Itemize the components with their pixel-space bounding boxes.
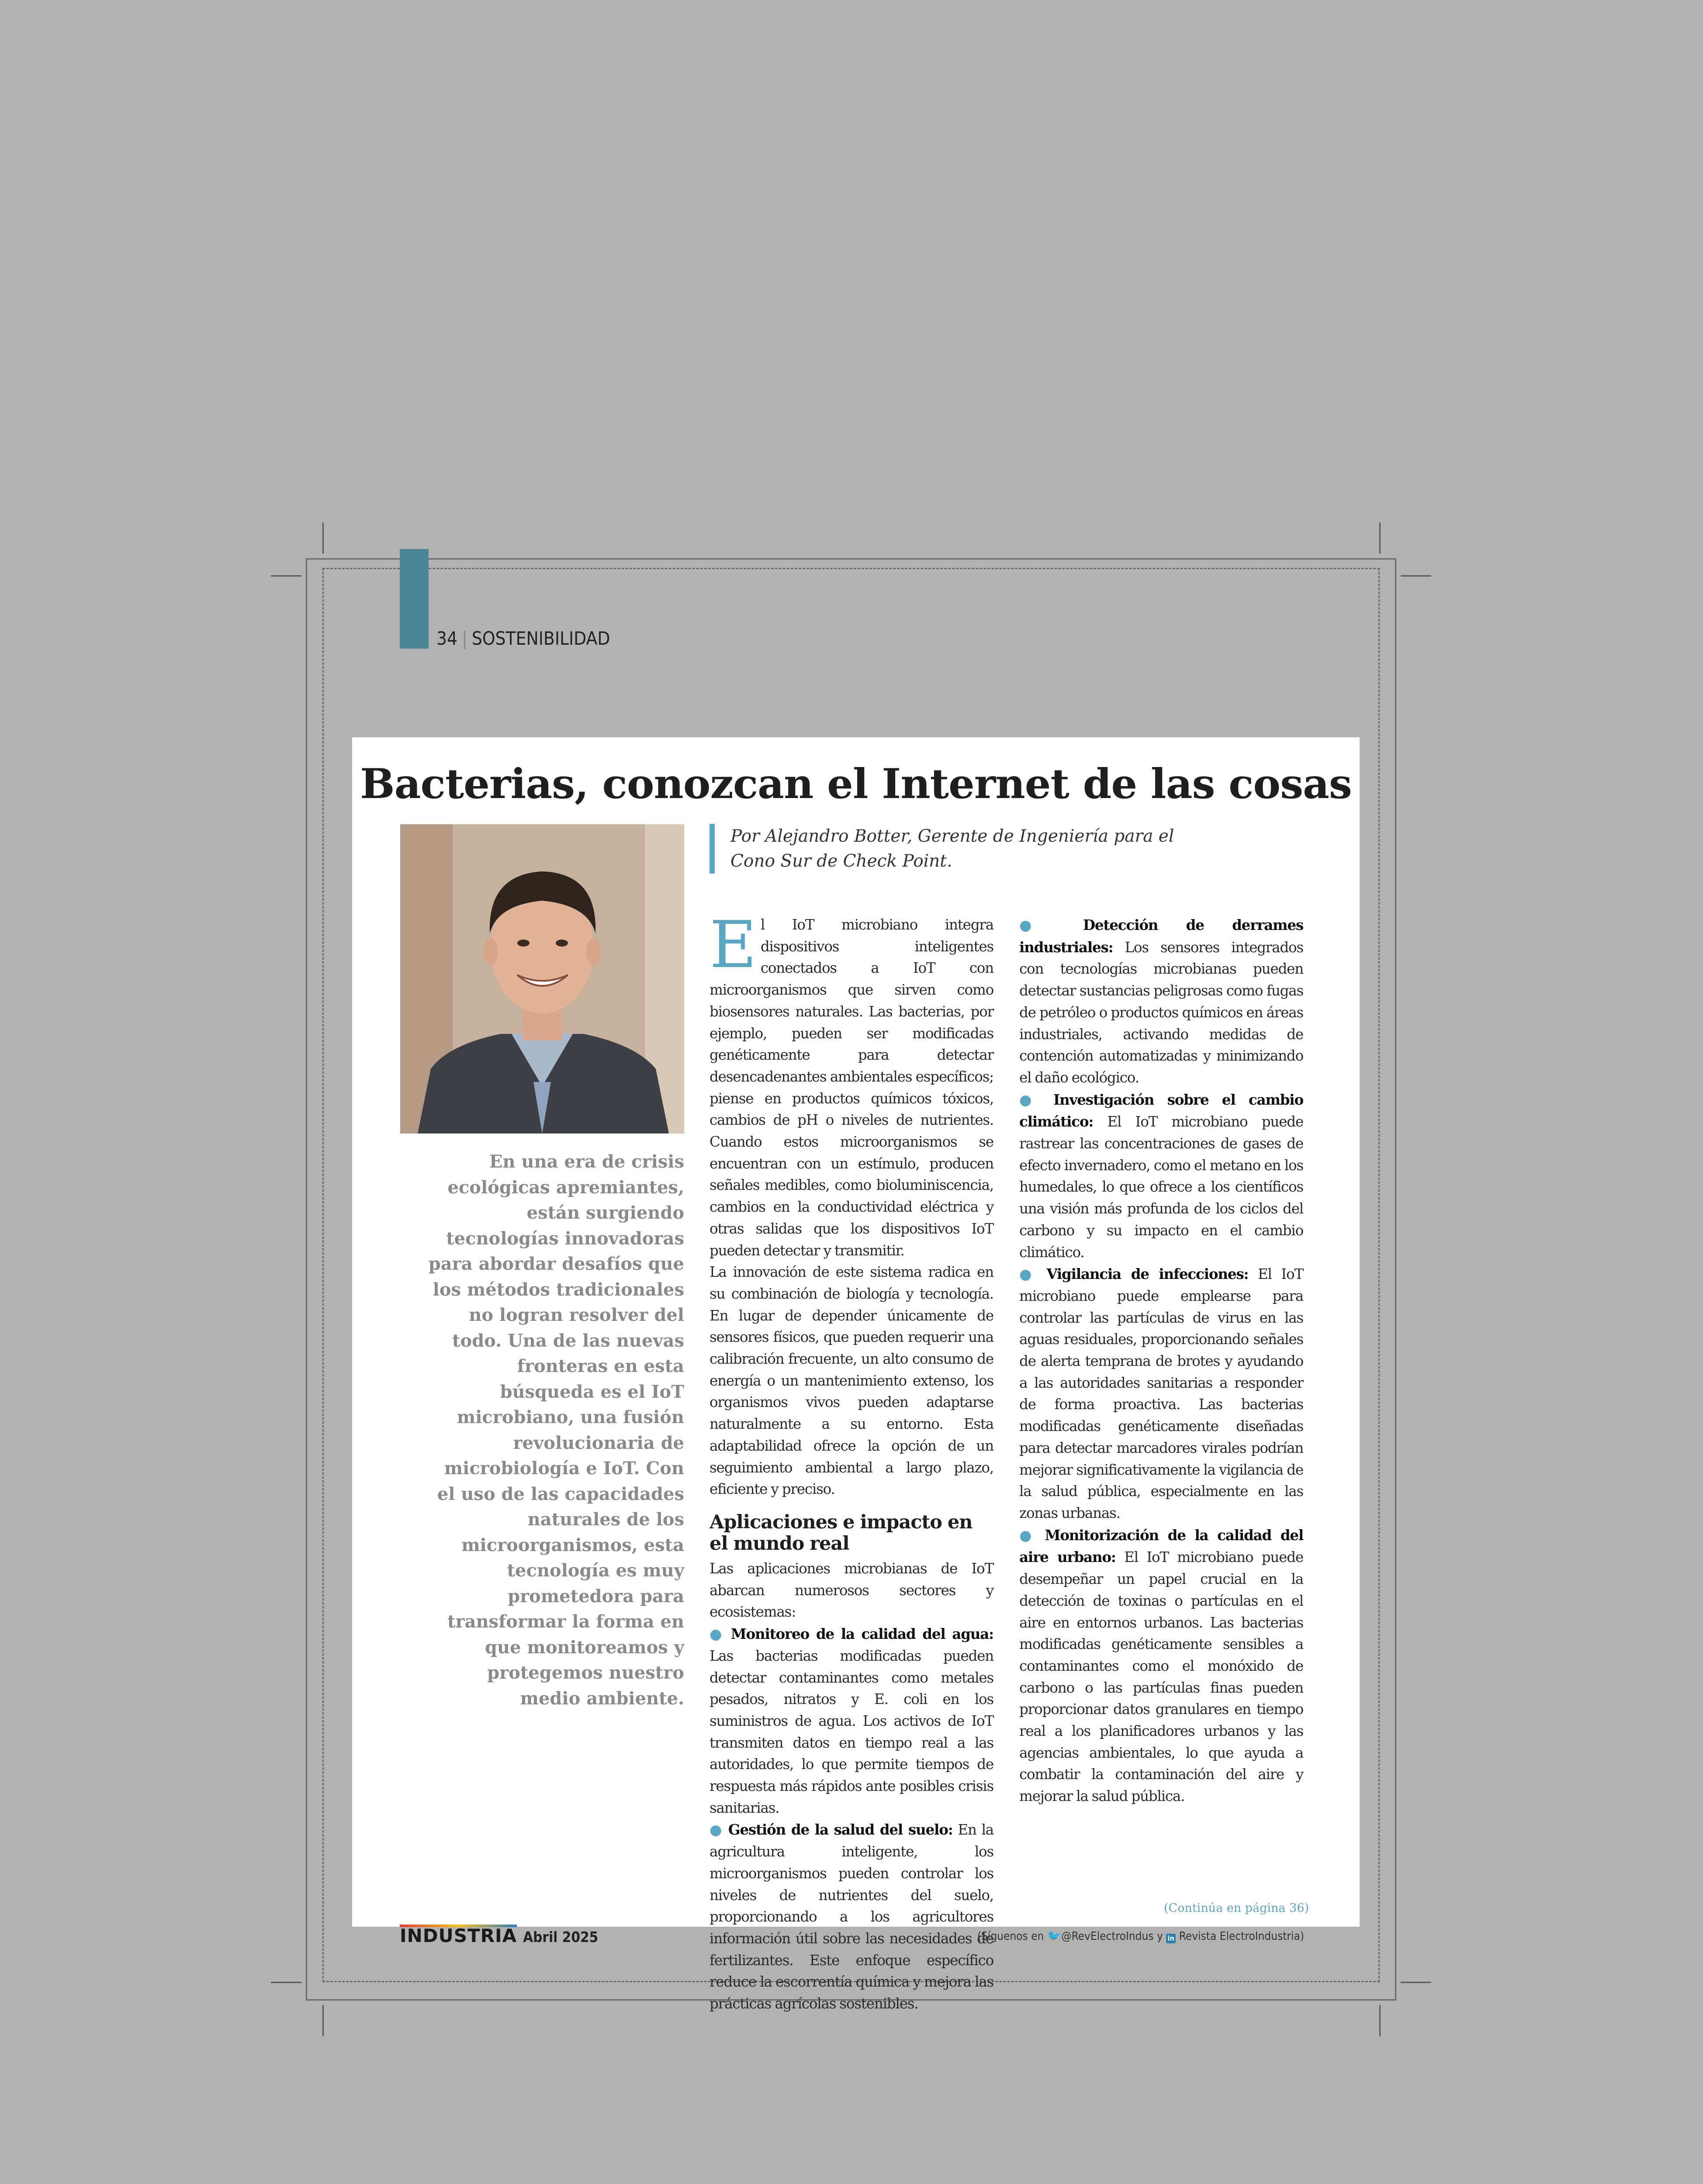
byline [710, 824, 1202, 874]
crop-mark [1379, 522, 1381, 554]
intro-paragraph-1-text: l IoT microbiano integra dispositivos inteligentes conectados a IoT con microorganismos que sirven como biosensores naturales. Las bacterias, por ejemplo, pueden ser modificadas genéticamente para detectar desencadenantes ambientales específicos; piense en productos químicos tóxicos, cambios de pH o niveles de nutrientes. Cuando estos microorganismos se encuentran con un estímulo, producen señales medibles, como bioluminiscencia, cambios en la conductividad eléctrica y otras salidas que los dispositivos IoT pueden detectar y transmitir. [710, 916, 993, 1259]
list-item-text: En la agricultura inteligente, los microorganismos pueden controlar los niveles de nutrientes del suelo, proporcionando a los agricultores información útil sobre las necesidades de fertilizantes. Este enfoque específico reduce la escorrentía química y mejora las prácticas agrícolas sostenibles. [710, 1821, 994, 2012]
list-item [1019, 1089, 1303, 1264]
continued-note: (Continúa en página 36) [1164, 1901, 1309, 1915]
bullet-icon: ● [1019, 917, 1056, 933]
section-intro: Las aplicaciones microbianas de IoT abarcan numerosos sectores y ecosistemas: [710, 1560, 993, 1621]
list-item-lead: Detección de derrames industriales: [1019, 916, 1303, 956]
bullet-icon: ● [1019, 1091, 1041, 1108]
crop-mark [1401, 1982, 1431, 1983]
crop-mark [322, 2005, 324, 2036]
bullet-icon: ● [710, 1821, 723, 1838]
drop-cap: E [710, 907, 756, 982]
article-title: Bacterias, conozcan el Internet de las cosas [360, 760, 1352, 808]
issue-date: Abril 2025 [523, 1928, 599, 1946]
author-photo [400, 824, 684, 1133]
section-name: SOSTENIBILIDAD [471, 628, 610, 649]
body-column-2 [1019, 914, 1303, 1807]
follow-prefix: (Síguenos en [977, 1930, 1044, 1943]
header-accent-bar [400, 549, 429, 649]
pull-quote: En una era de crisis ecológicas apremiantes, están surgiendo tecnologías innovadoras para abordar desafíos que los métodos tradicionales no logran resolver del todo. Una de las nuevas fronteras en esta búsqueda es el IoT microbiano, una fusión revolucionaria de microbiología e IoT. Con el uso de las capacidades naturales de los microorganismos, esta tecnología es muy prometedora para transformar la forma en que monitoreamos y protegemos nuestro medio ambiente. [428, 1151, 684, 1709]
bullet-icon: ● [710, 1626, 724, 1643]
intro-paragraph-2: La innovación de este sistema radica en su combinación de biología y tecnología. En lugar de depender únicamente de sensores físicos, que pueden requerir una calibración frecuente, un alto consumo de energía o un mantenimiento extenso, los organismos vivos pueden adaptarse naturalmente a su entorno. Esta adaptabilidad ofrece la opción de un seguimiento ambiental a largo plazo, eficiente y preciso. [710, 1264, 993, 1498]
crop-mark [1401, 575, 1431, 577]
crop-mark [322, 522, 324, 554]
list-item-text: Las bacterias modificadas pueden detectar contaminantes como metales pesados, nitratos y E. coli en los suministros de agua. Los activos de IoT transmiten datos en tiempo real a las autoridades, lo que permite tiempos de respuesta más rápidos ante posibles crisis sanitarias. [710, 1647, 993, 1816]
byline-line-1: Por Alejandro Botter, Gerente de Ingeniería para el [730, 826, 1174, 846]
crop-mark [271, 1982, 301, 1983]
page-number: 34 [436, 628, 458, 649]
body-column-1 [710, 907, 994, 2015]
bullet-icon: ● [1019, 1266, 1037, 1283]
list-item-lead: Monitoreo de la calidad del agua: [730, 1625, 994, 1643]
list-item-lead: Gestión de la salud del suelo: [728, 1821, 953, 1838]
linkedin-name[interactable]: Revista ElectroIndustria) [1179, 1930, 1304, 1943]
magazine-logo: INDUSTRIA [400, 1925, 517, 1946]
footer-social [977, 1930, 1304, 1943]
twitter-bird-icon: 🐦 [1047, 1930, 1062, 1943]
folio-separator: | [462, 628, 467, 649]
twitter-handle[interactable]: @RevElectroIndus y [1061, 1930, 1163, 1943]
list-item-text: Los sensores integrados con tecnologías microbianas pueden detectar sustancias peligrosas como fugas de petróleo o productos químicos en áreas industriales, activando medidas de contención automatizadas y minimizando el daño ecológico. [1019, 939, 1303, 1086]
crop-mark [1379, 2005, 1381, 2036]
author-portrait-illustration [400, 824, 684, 1133]
list-item-text: El IoT microbiano puede rastrear las concentraciones de gases de efecto invernadero, como el metano en los humedales, lo que ofrece a los científicos una visión más profunda de los ciclos del carbono y su impacto en el cambio climático. [1019, 1113, 1303, 1261]
list-item [710, 1819, 993, 2015]
list-item [1019, 1263, 1303, 1524]
intro-paragraph-1 [710, 907, 993, 1261]
list-item-text: El IoT microbiano puede desempeñar un papel crucial en la detección de toxinas o partículas en el aire en entornos urbanos. Las bacterias modificadas genéticamente sensibles a contaminantes como el monóxido de carbono o las partículas finas pueden proporcionar datos granulares en tiempo real a los planificadores urbanos y las agencias ambientales, lo que ayuda a combatir la contaminación del aire y mejorar la salud pública. [1019, 1549, 1303, 1805]
list-item [710, 1623, 993, 1819]
crop-mark [271, 575, 301, 577]
list-item-lead: Monitorización de la calidad del aire urbano: [1019, 1526, 1303, 1566]
list-item [1019, 1524, 1303, 1807]
byline-line-2: Cono Sur de Check Point. [730, 851, 952, 871]
list-item-lead: Vigilancia de infecciones: [1046, 1265, 1249, 1283]
list-item-text: El IoT microbiano puede emplearse para controlar las partículas de virus en las aguas residuales, proporcionando señales de alerta temprana de brotes y ayudando a las autoridades sanitarias a responder de forma proactiva. Las bacterias modificadas genéticamente diseñadas para detectar marcadores virales podrían mejorar significativamente la vigilancia de la salud pública, especialmente en las zonas urbanas. [1019, 1266, 1303, 1521]
list-item [1019, 914, 1303, 1089]
page-folio [436, 628, 610, 649]
section-heading: Aplicaciones e impacto en el mundo real [710, 1511, 973, 1555]
list-item-lead: Investigación sobre el cambio climático: [1019, 1091, 1304, 1130]
linkedin-icon: in [1166, 1934, 1176, 1943]
bullet-icon: ● [1019, 1527, 1036, 1544]
footer-publication [400, 1925, 598, 1946]
